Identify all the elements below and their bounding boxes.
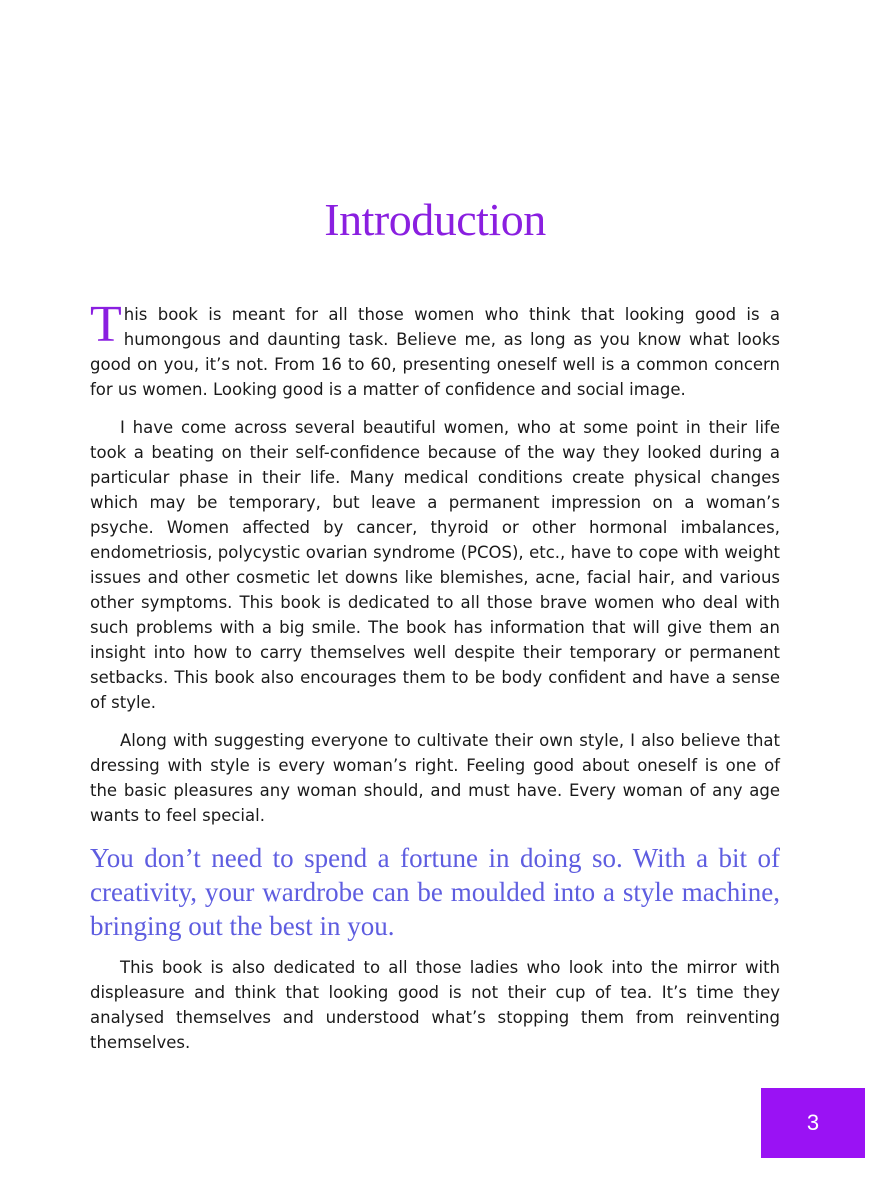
body-text <box>90 296 780 1068</box>
paragraph-mirror: This book is also dedicated to all those ladies who look into the mirror with displeasure and think that looking good is not their cup of tea. It’s time they analysed themselves and understood what’s stopping them from reinventing themselves. <box>90 958 780 1052</box>
paragraph-intro <box>90 296 780 402</box>
paragraph-intro-text: his book is meant for all those women who think that looking good is a humongous and daunting task. Believe me, as long as you know what looks good on you, it’s not. From 16 to 60, presenting oneself well is a common concern for us women. Looking good is a matter of confidence and social image. <box>90 305 780 399</box>
drop-cap: T <box>90 296 122 353</box>
paragraph-medical-conditions: I have come across several beautiful women, who at some point in their life took a beating on their self-confidence because of the way they looked during a particular phase in their life. Many medical conditions create physical changes which may be temporary, but leave a permanent impression on a woman’s psyche. Women affected by cancer, thyroid or other hormonal imbalances, endometriosis, polycystic ovarian syndrome (PCOS), etc., have to cope with weight issues and other cosmetic let downs like blemishes, acne, facial hair, and various other symptoms. This book is dedicated to all those brave women who deal with such problems with a big smile. The book has information that will give them an insight into how to carry themselves well despite their temporary or permanent setbacks. This book also encourages them to be body confident and have a sense of style. <box>90 418 780 712</box>
pull-quote: You don’t need to spend a fortune in doing so. With a bit of creativity, your wardrobe can be moulded into a style machine, bringing out the best in you. <box>90 843 780 941</box>
page-number: 3 <box>806 1110 820 1135</box>
page-number-box <box>761 1088 865 1158</box>
paragraph-style-right: Along with suggesting everyone to cultivate their own style, I also believe that dressing with style is every woman’s right. Feeling good about oneself is one of the basic pleasures any woman should, and must have. Every woman of any age wants to feel special. <box>90 731 780 825</box>
page-title: Introduction <box>324 194 546 245</box>
